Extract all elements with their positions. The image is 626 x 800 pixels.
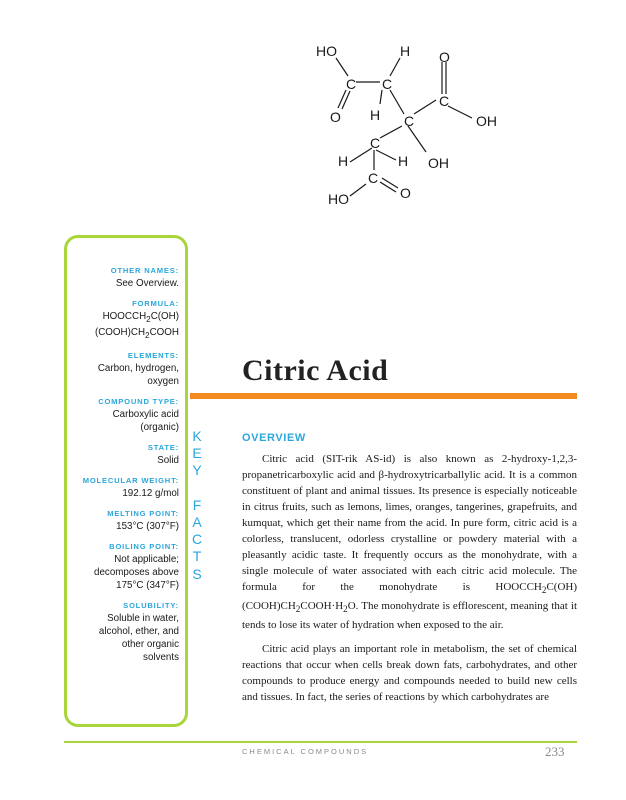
key-fact-item xyxy=(67,476,179,500)
key-fact-label: BOILING POINT: xyxy=(109,541,179,551)
key-fact-value: Not applicable; decomposes above 175°C (347°F) xyxy=(94,553,179,591)
atom-h-lower-left: H xyxy=(338,153,349,169)
atom-o-topright: O xyxy=(439,49,450,65)
key-fact-item xyxy=(67,266,179,290)
key-fact-label: MOLECULAR WEIGHT: xyxy=(82,475,179,485)
key-fact-label: STATE: xyxy=(147,442,179,452)
atom-oh-center: OH xyxy=(428,155,449,171)
atom-o-bottom: O xyxy=(400,185,411,201)
atom-h-mid: H xyxy=(370,107,381,123)
page-number: 233 xyxy=(545,744,565,759)
key-fact-label: OTHER NAMES: xyxy=(110,266,179,275)
key-fact-label: COMPOUND TYPE: xyxy=(98,396,179,406)
atom-c-carboxyl: C xyxy=(439,93,450,109)
key-fact-label: SOLUBILITY: xyxy=(123,600,179,610)
key-facts-vertical-title: K E Y F A C T S xyxy=(191,428,203,582)
key-fact-value: $HOOCCH_2C(OH)$ $(COOH)CH_2COOH$ xyxy=(94,311,179,340)
atom-c3: C xyxy=(404,113,415,129)
overview-paragraph-1: Citric acid (SIT-rik AS-id) is also known as 2-hydroxy-1,2,3-propanetricarboxylic acid and β-hydroxytricarballylic acid. It is a common constituent of plant and animal tissues. Its presence is especially noticeable in citrus fruits, such as lemons, limes, oranges, tangerines, grapefruits, and kumquat, which get their name from the acid. In pure form, citric acid is a colorless, translucent, odorless crystalline or powdery material with a pleasantly acidic taste. It frequently occurs as the monohydrate, with a single molecule of water associated with each citric acid molecule. The formula for the monohydrate is $HOOCCH_2C(OH)(COOH)CH_2COOH\cdot H_2O$. The monohydrate is efflorescent, meaning that it tends to lose its water of hydration when exposed to the air. xyxy=(242,453,577,632)
atom-oh-right: OH xyxy=(476,113,497,129)
footer-rule xyxy=(64,741,577,743)
footer-book-title: CHEMICAL COMPOUNDS xyxy=(242,747,369,756)
key-fact-label: MELTING POINT: xyxy=(107,508,179,518)
key-fact-label: FORMULA: xyxy=(132,299,179,308)
key-fact-item xyxy=(67,443,179,467)
atom-h-lower-right: H xyxy=(398,153,409,169)
key-fact-value: See Overview. xyxy=(115,278,179,289)
atom-c2: C xyxy=(382,76,393,92)
key-fact-label: ELEMENTS: xyxy=(127,350,179,360)
overview-paragraph-2: Citric acid plays an important role in metabolism, the set of chemical reactions that occur when cells break down fats, carbohydrates, and other compounds to produce energy and compounds needed to build new cells and tissues. In fact, the series of reactions by which carbohydrates are xyxy=(242,643,577,704)
key-fact-value: Soluble in water, alcohol, ether, and other organic solvents xyxy=(98,612,179,663)
atom-o-left: O xyxy=(330,109,341,125)
key-fact-item xyxy=(67,509,179,533)
key-fact-value: 192.12 g/mol xyxy=(122,487,179,499)
key-fact-item xyxy=(67,542,179,592)
atom-c4: C xyxy=(370,135,381,151)
key-facts-sidebar xyxy=(64,235,188,727)
structure-diagram xyxy=(300,36,520,216)
page-title: Citric Acid xyxy=(242,354,389,387)
key-fact-item xyxy=(67,397,179,434)
overview-heading: OVERVIEW xyxy=(242,432,306,444)
atom-h-top: H xyxy=(400,43,411,59)
key-fact-item xyxy=(67,601,179,664)
atom-c1: C xyxy=(346,76,357,92)
title-underline-rule xyxy=(190,393,577,399)
key-fact-value: Solid xyxy=(157,454,179,466)
key-fact-item xyxy=(67,351,179,388)
key-fact-value: Carbon, hydrogen, oxygen xyxy=(97,362,179,387)
key-facts-list xyxy=(67,266,179,673)
key-fact-item xyxy=(67,299,179,342)
citric-acid-structural-formula xyxy=(300,36,520,216)
atom-c5: C xyxy=(368,170,379,186)
atom-ho-bottom: HO xyxy=(328,191,349,207)
key-fact-value: Carboxylic acid (organic) xyxy=(112,408,179,433)
atom-ho-top: HO xyxy=(316,43,337,59)
key-fact-value: 153°C (307°F) xyxy=(116,520,179,532)
overview-body xyxy=(242,451,577,713)
